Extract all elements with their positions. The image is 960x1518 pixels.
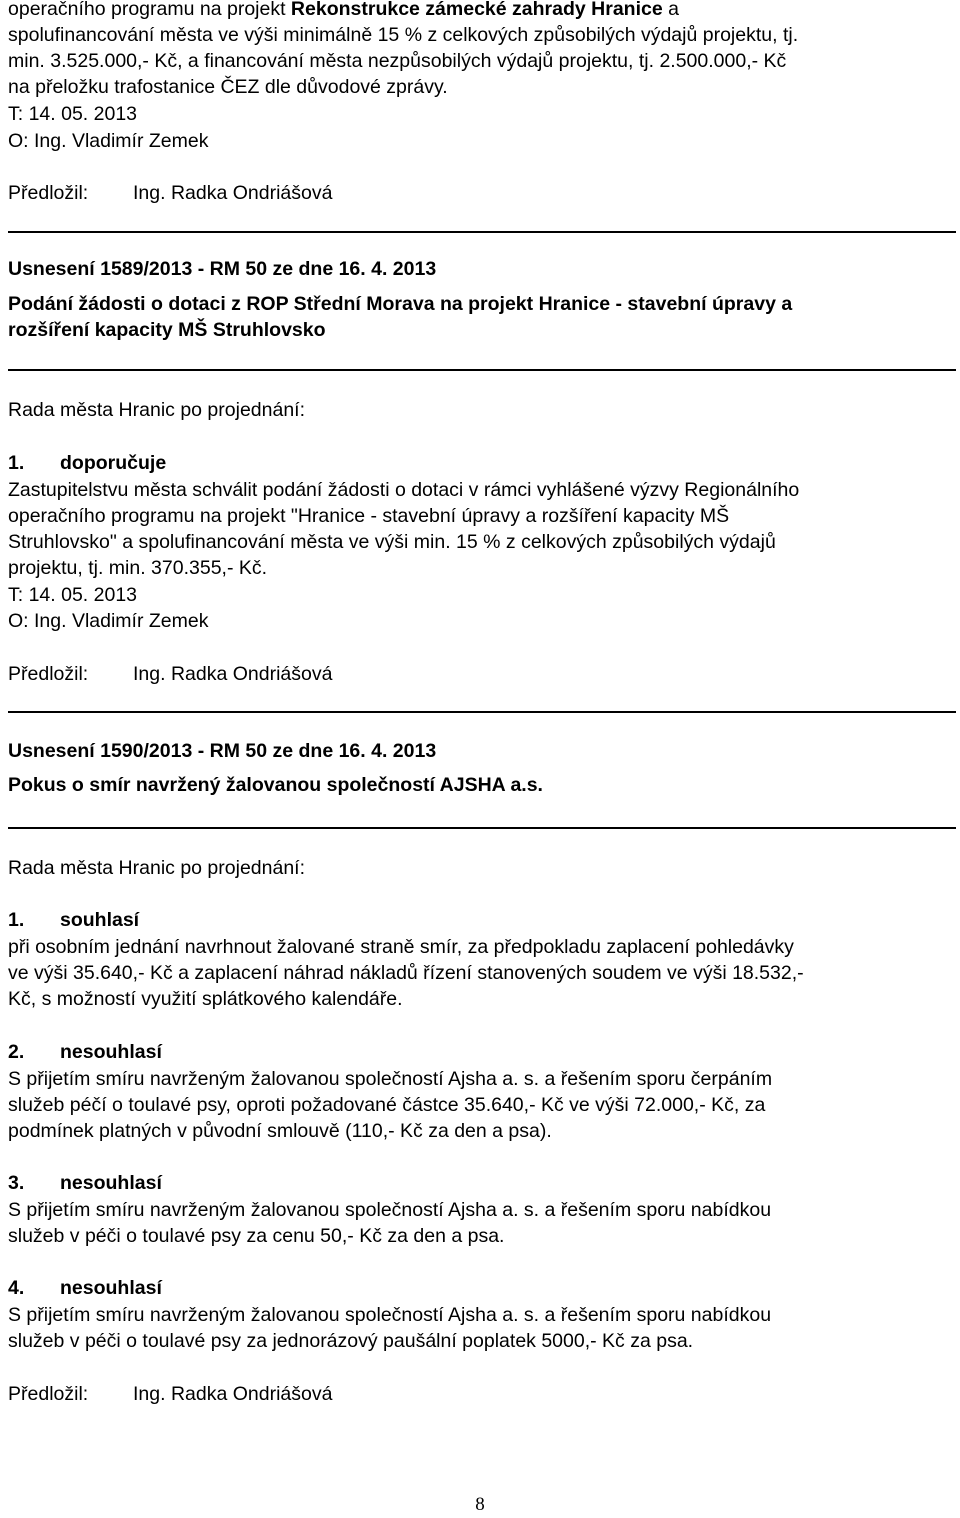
resolution-title-line-1: Podání žádosti o dotaci z ROP Střední Morava na projekt Hranice - stavební úpravy a [8,293,793,315]
resolution-item-heading [8,450,166,476]
text-run: operačního programu na projekt [8,0,291,20]
council-intro: Rada města Hranic po projednání: [8,399,306,421]
resolution-title-line-2: rozšíření kapacity MŠ Struhlovsko [8,319,326,341]
continuation-line-1 [8,0,679,22]
resolution-title: Pokus o smír navržený žalovanou společností AJSHA a.s. [8,774,543,796]
project-name: Rekonstrukce zámecké zahrady Hranice [290,0,663,20]
continuation-line-4: na přeložku trafostanice ČEZ dle důvodové zprávy. [8,76,448,98]
section-divider [8,231,956,233]
item-verb: nesouhlasí [60,1041,162,1063]
item-text-line: projektu, tj. min. 370.355,- Kč. [8,557,268,579]
section-divider [8,369,956,371]
item-text-line: Zastupitelstvu města schválit podání žádosti o dotaci v rámci vyhlášené výzvy Regionálního [8,479,800,501]
item-text-line: služeb péčí o toulavé psy, oproti požadované částce 35.640,- Kč ve výši 72.000,- Kč, za [8,1094,766,1116]
submitted-value: Ing. Radka Ondriášová [133,1383,333,1405]
page-number: 8 [475,1494,485,1515]
item-verb: doporučuje [60,452,167,474]
item-number: 3. [8,1172,25,1194]
submitted-label: Předložil: [8,663,89,685]
resolution-item-heading [8,1170,162,1196]
item-number: 4. [8,1277,25,1299]
item-text-line: S přijetím smíru navrženým žalovanou společností Ajsha a. s. a řešením sporu nabídkou [8,1199,772,1221]
item-text-line: ve výši 35.640,- Kč a zaplacení náhrad nákladů řízení stanovených soudem ve výši 18.532,- [8,962,804,984]
submitted-value: Ing. Radka Ondriášová [133,182,333,204]
owner-line: O: Ing. Vladimír Zemek [8,130,209,152]
text-run: a [662,0,679,20]
section-divider [8,827,956,829]
item-verb: nesouhlasí [60,1172,162,1194]
item-verb: nesouhlasí [60,1277,162,1299]
owner-line: O: Ing. Vladimír Zemek [8,610,209,632]
item-text-line: podmínek platných v původní smlouvě (110,- Kč za den a psa). [8,1120,552,1142]
continuation-line-2: spolufinancování města ve výši minimálně 15 % z celkových způsobilých výdajů projektu, tj. [8,24,799,46]
term-line: T: 14. 05. 2013 [8,584,138,606]
item-text-line: Kč, s možností využití splátkového kalendáře. [8,988,403,1010]
item-text-line: Struhlovsko" a spolufinancování města ve výši min. 15 % z celkových způsobilých výdajů [8,531,776,553]
submitted-label: Předložil: [8,182,89,204]
item-number: 2. [8,1041,25,1063]
item-verb: souhlasí [60,909,140,931]
continuation-line-3: min. 3.525.000,- Kč, a financování města nezpůsobilých výdajů projektu, tj. 2.500.000,- Kč [8,50,787,72]
item-number: 1. [8,452,25,474]
item-number: 1. [8,909,25,931]
submitted-value: Ing. Radka Ondriášová [133,663,333,685]
item-text-line: S přijetím smíru navrženým žalovanou společností Ajsha a. s. a řešením sporu nabídkou [8,1304,772,1326]
item-text-line: operačního programu na projekt "Hranice - stavební úpravy a rozšíření kapacity MŠ [8,505,730,527]
item-text-line: při osobním jednání navrhnout žalované straně smír, za předpokladu zaplacení pohledávky [8,936,794,958]
submitted-label: Předložil: [8,1383,89,1405]
item-text-line: služeb v péči o toulavé psy za cenu 50,- Kč za den a psa. [8,1225,505,1247]
resolution-heading: Usnesení 1589/2013 - RM 50 ze dne 16. 4. 2013 [8,258,437,280]
council-intro: Rada města Hranic po projednání: [8,857,306,879]
resolution-item-heading [8,907,139,933]
item-text-line: S přijetím smíru navrženým žalovanou společností Ajsha a. s. a řešením sporu čerpáním [8,1068,773,1090]
item-text-line: služeb v péči o toulavé psy za jednorázový paušální poplatek 5000,- Kč za psa. [8,1330,694,1352]
resolution-heading: Usnesení 1590/2013 - RM 50 ze dne 16. 4. 2013 [8,740,437,762]
resolution-item-heading [8,1275,162,1301]
section-divider [8,711,956,713]
resolution-item-heading [8,1039,162,1065]
term-line: T: 14. 05. 2013 [8,103,138,125]
